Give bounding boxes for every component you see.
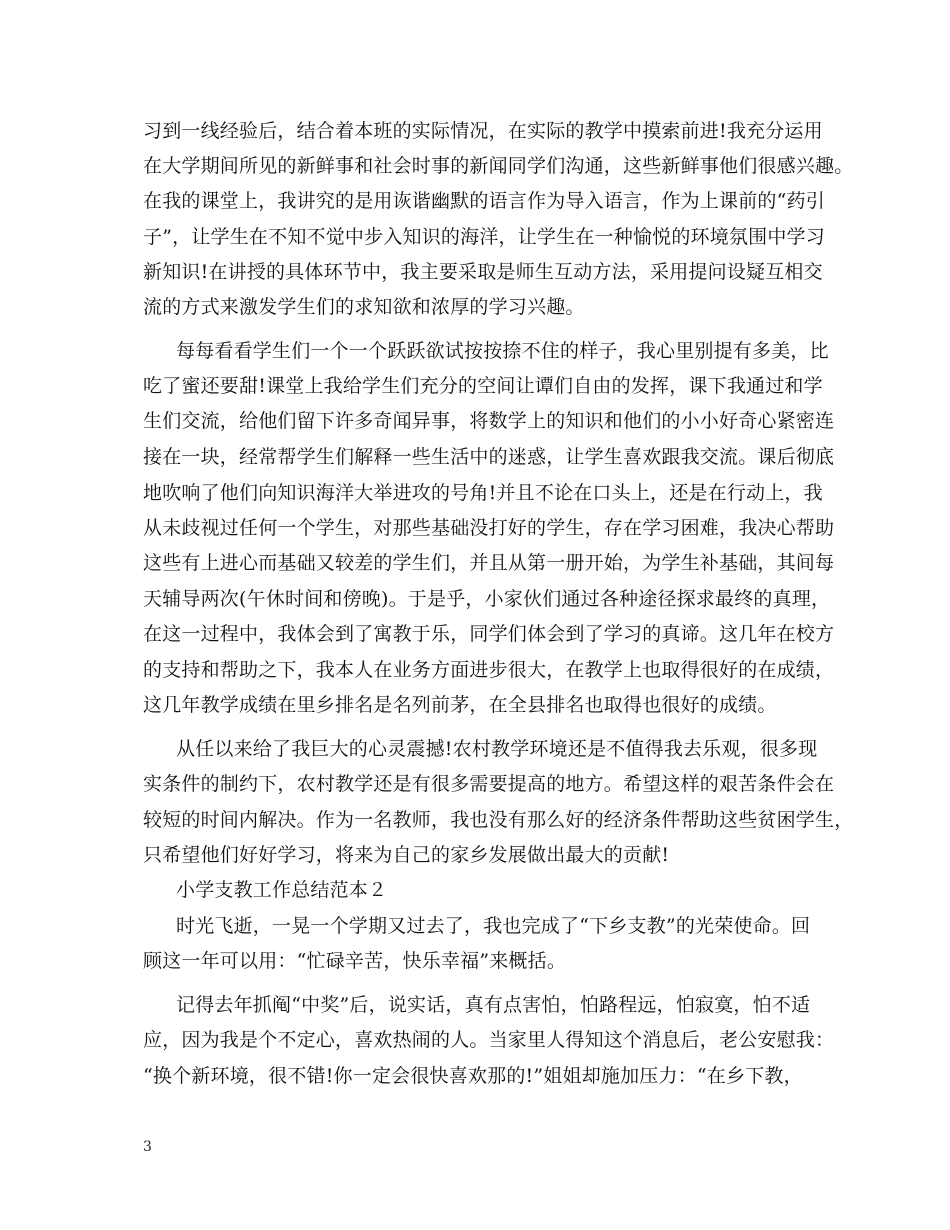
- text-line: 天辅导两次(午休时间和傍晚)。于是乎，小家伙们通过各种途径探求最终的真理，: [143, 588, 831, 610]
- text-line: “换个新环境，很不错!你一定会很快喜欢那的!”姐姐却施加压力：“在乡下教，: [143, 1065, 803, 1087]
- text-line: 应，因为我是个不定心，喜欢热闹的人。当家里人得知这个消息后，老公安慰我：: [143, 1029, 835, 1051]
- text-line: 记得去年抓阄“中奖”后，说实话，真有点害怕，怕路程远，怕寂寞，怕不适: [176, 994, 811, 1016]
- text-line: 实条件的制约下，农村教学还是有很多需要提高的地方。希望这样的艰苦条件会在: [143, 773, 835, 795]
- text-line: 只希望他们好好学习，将来为自己的家乡发展做出最大的贡献!: [143, 844, 670, 866]
- text-line: 吃了蜜还要甜!课堂上我给学生们充分的空间让谭们自由的发挥，课下我通过和学: [143, 375, 823, 397]
- section-heading: 小学支教工作总结范本２: [176, 879, 388, 901]
- text-line: 新知识!在讲授的具体环节中，我主要采取是师生互动方法，采用提问设疑互相交: [143, 261, 823, 283]
- text-line: 较短的时间内解决。作为一名教师，我也没有那么好的经济条件帮助这些贫困学生，: [143, 809, 854, 831]
- text-line: 从任以来给了我巨大的心灵震撼!农村教学环境还是不值得我去乐观，很多现: [176, 738, 818, 760]
- text-line: 这些有上进心而基础又较差的学生们，并且从第一册开始，为学生补基础，其间每: [143, 552, 835, 574]
- text-line: 流的方式来激发学生们的求知欲和浓厚的学习兴趣。: [143, 296, 585, 318]
- page-number: 3: [143, 1139, 152, 1155]
- text-line: 接在一块，经常帮学生们解释一些生活中的迷惑，让学生喜欢跟我交流。课后彻底: [143, 446, 835, 468]
- text-line: 子”，让学生在不知不觉中步入知识的海洋，让学生在一种愉悦的环境氛围中学习: [143, 226, 825, 248]
- text-line: 地吹响了他们向知识海洋大举进攻的号角!并且不论在口头上，还是在行动上，我: [143, 482, 823, 504]
- text-line: 的支持和帮助之下，我本人在业务方面进步很大，在教学上也取得很好的在成绩，: [143, 659, 835, 681]
- text-line: 习到一线经验后，结合着本班的实际情况，在实际的教学中摸索前进!我充分运用: [143, 120, 823, 142]
- text-line: 在大学期间所见的新鲜事和社会时事的新闻同学们沟通，这些新鲜事他们很感兴趣。: [143, 155, 854, 177]
- text-line: 生们交流，给他们留下许多奇闻异事，将数学上的知识和他们的小小好奇心紧密连: [143, 410, 835, 432]
- text-line: 从未歧视过任何一个学生，对那些基础没打好的学生，存在学习困难，我决心帮助: [143, 517, 835, 539]
- text-line: 这几年教学成绩在里乡排名是名列前茅，在全县排名也取得也很好的成绩。: [143, 694, 777, 716]
- text-line: 在我的课堂上，我讲究的是用诙谐幽默的语言作为导入语言，作为上课前的“药引: [143, 190, 825, 212]
- text-line: 时光飞逝，一晃一个学期又过去了，我也完成了“下乡支教”的光荣使命。回: [176, 915, 811, 937]
- text-line: 每每看看学生们一个一个跃跃欲试按按捺不住的样子，我心里别提有多美，比: [176, 340, 829, 362]
- text-line: 顾这一年可以用：“忙碌辛苦，快乐幸福”来概括。: [143, 950, 567, 972]
- text-line: 在这一过程中，我体会到了寓教于乐，同学们体会到了学习的真谛。这几年在校方: [143, 623, 835, 645]
